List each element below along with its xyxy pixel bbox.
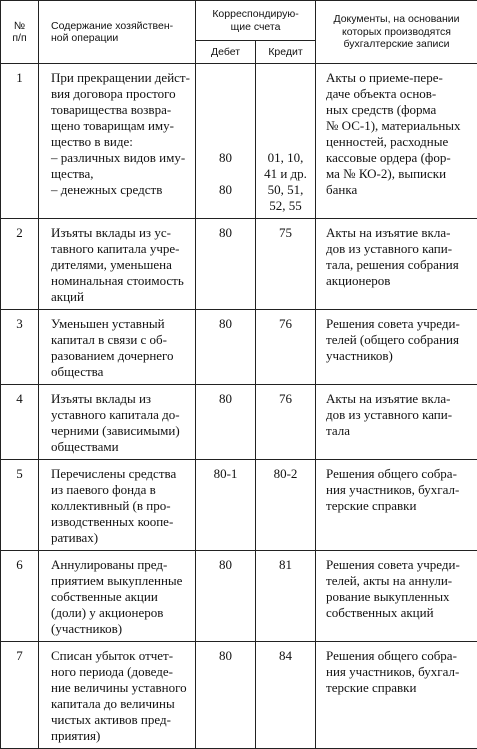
- header-accounts: Корреспондирую- щие счета: [196, 1, 316, 41]
- row-number: 6: [1, 551, 39, 642]
- row-number: 4: [1, 385, 39, 460]
- debit-account: 80: [196, 310, 256, 385]
- source-documents: Решения общего собра- ния участников, бухгал- терские справки: [316, 460, 477, 551]
- table-row: [1, 310, 477, 385]
- credit-account: 75: [256, 219, 316, 310]
- debit-account: 80-1: [196, 460, 256, 551]
- header-num: № п/п: [1, 1, 39, 64]
- credit-account: 76: [256, 310, 316, 385]
- source-documents: Акты на изъятие вкла- дов из уставного капи- тала, решения собрания акционеров: [316, 219, 477, 310]
- table-row: [1, 642, 477, 749]
- source-documents: Решения совета учреди- телей (общего собрания участников): [316, 310, 477, 385]
- row-number: 5: [1, 460, 39, 551]
- credit-account: 80-2: [256, 460, 316, 551]
- table-row: [1, 64, 477, 219]
- source-documents: Акты о приеме-пере- даче объекта основ- ных средств (форма № ОС-1), материальных ценностей, расходные кассовые ордера (фор- ма № КО-2), выписки банка: [316, 64, 477, 219]
- operation-content: Перечислены средства из паевого фонда в коллективный (в про- изводственных коопе- ративах): [39, 460, 196, 551]
- table-row: [1, 385, 477, 460]
- operation-content: При прекращении дейст- вия договора простого товарищества возвра- щено товарищам иму- щество в виде: – различных видов иму- щества, – денежных средств: [39, 64, 196, 219]
- debit-account: 80: [196, 551, 256, 642]
- table-row: [1, 551, 477, 642]
- header-docs: Документы, на основании которых производятся бухгалтерские записи: [316, 1, 477, 64]
- debit-account: 80: [196, 385, 256, 460]
- operation-content: Уменьшен уставный капитал в связи с об- разованием дочернего общества: [39, 310, 196, 385]
- operation-content: Изъяты вклады из ус- тавного капитала учре- дителями, уменьшена номинальная стоимость акций: [39, 219, 196, 310]
- debit-account: 80: [196, 219, 256, 310]
- row-number: 2: [1, 219, 39, 310]
- table-row: [1, 219, 477, 310]
- header-content: Содержание хозяйствен- ной операции: [39, 1, 196, 64]
- debit-account: 80 80: [196, 64, 256, 219]
- credit-account: 01, 10, 41 и др. 50, 51, 52, 55: [256, 64, 316, 219]
- debit-account: 80: [196, 642, 256, 749]
- credit-account: 76: [256, 385, 316, 460]
- table-row: [1, 460, 477, 551]
- header-debit: Дебет: [196, 41, 256, 64]
- operation-content: Списан убыток отчет- ного периода (доведе- ние величины уставного капитала до величины чистых активов пред- приятия): [39, 642, 196, 749]
- row-number: 1: [1, 64, 39, 219]
- source-documents: Решения общего собра- ния участников, бухгал- терские справки: [316, 642, 477, 749]
- row-number: 3: [1, 310, 39, 385]
- credit-account: 81: [256, 551, 316, 642]
- operation-content: Аннулированы пред- приятием выкупленные собственные акции (доли) у акционеров (участников): [39, 551, 196, 642]
- source-documents: Акты на изъятие вкла- дов из уставного капи- тала: [316, 385, 477, 460]
- source-documents: Решения совета учреди- телей, акты на аннули- рование выкупленных собственных акций: [316, 551, 477, 642]
- row-number: 7: [1, 642, 39, 749]
- credit-account: 84: [256, 642, 316, 749]
- header-credit: Кредит: [256, 41, 316, 64]
- operation-content: Изъяты вклады из уставного капитала до- черними (зависимыми) обществами: [39, 385, 196, 460]
